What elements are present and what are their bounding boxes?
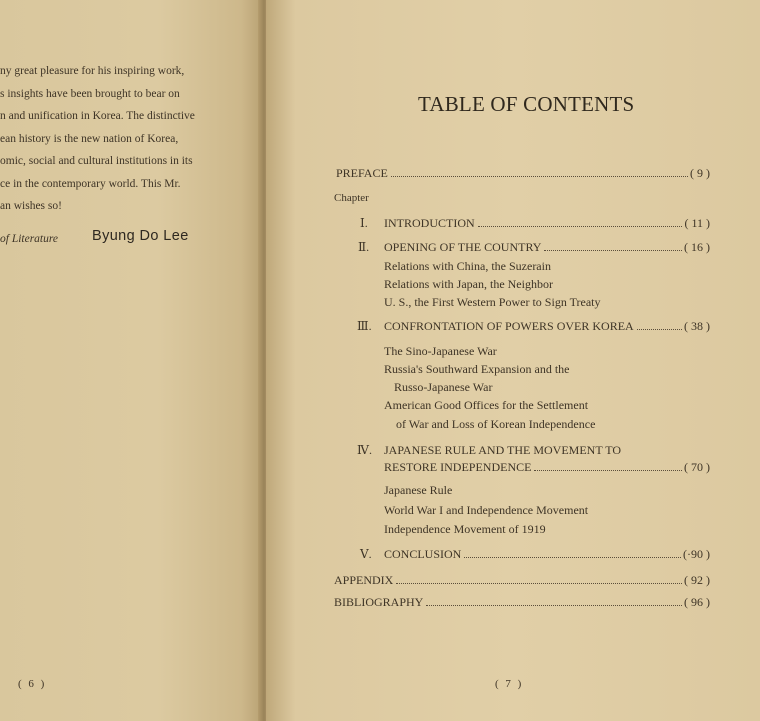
chapter-numeral: Ⅱ. <box>358 240 370 254</box>
chapter-numeral: Ⅲ. <box>357 319 372 333</box>
foreword-line: ce in the contemporary world. This Mr. <box>0 177 181 190</box>
dot-leader <box>464 557 681 558</box>
right-page-number: ( 7 ) <box>495 678 524 690</box>
toc-entry-chapter-4-line1: JAPANESE RULE AND THE MOVEMENT TO <box>384 443 622 457</box>
toc-entry-label: PREFACE <box>336 166 388 180</box>
toc-entry-chapter-4 <box>384 459 710 475</box>
dot-leader <box>478 226 683 227</box>
subsection-item: Independence Movement of 1919 <box>384 522 546 536</box>
toc-entry-label: OPENING OF THE COUNTRY <box>384 240 542 254</box>
foreword-line: n and unification in Korea. The distinctive <box>0 110 195 122</box>
toc-entry-chapter-2 <box>384 239 710 255</box>
toc-entry-label: INTRODUCTION <box>384 216 475 230</box>
subsection-item: The Sino-Japanese War <box>384 344 497 358</box>
chapter-numeral: Ⅳ. <box>357 443 372 457</box>
toc-title: TABLE OF CONTENTS <box>418 92 635 116</box>
subsection-item: American Good Offices for the Settlement <box>384 398 589 412</box>
left-page-number: ( 6 ) <box>18 678 47 690</box>
toc-entry-chapter-3 <box>384 318 710 334</box>
subsection-item: Russia's Southward Expansion and the <box>384 362 570 376</box>
signature-title: of Literature <box>0 233 59 245</box>
toc-entry-page: ( 9 ) <box>690 166 710 180</box>
foreword-line: ean history is the new nation of Korea, <box>0 132 179 145</box>
subsection-item: Russo-Japanese War <box>394 380 493 394</box>
toc-entry-page: ( 96 ) <box>684 595 710 609</box>
dot-leader <box>637 329 682 330</box>
toc-entry-page: ( 16 ) <box>684 240 710 254</box>
subsection-item: Relations with China, the Suzerain <box>384 259 551 273</box>
subsection-item: of War and Loss of Korean Independence <box>396 417 596 431</box>
signature-block <box>0 228 260 252</box>
toc-entry-label: APPENDIX <box>334 573 394 587</box>
dot-leader <box>534 470 682 471</box>
left-page <box>0 0 262 721</box>
toc-entry-page: (·90 ) <box>683 547 710 561</box>
toc-entry-chapter-1 <box>384 215 710 231</box>
chapter-numeral: Ⅴ. <box>360 547 372 561</box>
subsection-item: U. S., the First Western Power to Sign Treaty <box>384 295 601 309</box>
dot-leader <box>396 583 682 584</box>
toc-entry-page: ( 38 ) <box>684 319 710 333</box>
toc-entry-bibliography <box>334 594 710 610</box>
dot-leader <box>391 176 688 177</box>
toc-entry-chapter-5 <box>384 546 710 562</box>
toc-entry-label: BIBLIOGRAPHY <box>334 595 424 609</box>
toc-entry-label: RESTORE INDEPENDENCE <box>384 460 532 474</box>
signature-name: Byung Do Lee <box>92 228 189 244</box>
chapter-numeral: Ⅰ. <box>360 216 368 230</box>
foreword-line: ny great pleasure for his inspiring work, <box>0 65 185 77</box>
subsection-item: Japanese Rule <box>384 483 453 497</box>
toc-entry-appendix <box>334 572 710 588</box>
subsection-item: Relations with Japan, the Neighbor <box>384 277 553 291</box>
subsection-item: World War I and Independence Movement <box>384 503 589 517</box>
toc-entry-page: ( 92 ) <box>684 573 710 587</box>
foreword-line: omic, social and cultural institutions in its <box>0 155 193 167</box>
toc-entry-label: CONFRONTATION OF POWERS OVER KOREA <box>384 319 634 333</box>
foreword-line: an wishes so! <box>0 200 62 212</box>
dot-leader <box>426 605 682 606</box>
dot-leader <box>544 250 682 251</box>
toc-entry-page: ( 11 ) <box>684 216 710 230</box>
toc-entry-page: ( 70 ) <box>684 460 710 474</box>
chapter-label: Chapter <box>334 192 369 204</box>
foreword-line: s insights have been brought to bear on <box>0 87 180 100</box>
toc-entry-preface <box>336 165 710 181</box>
foreword-text <box>0 60 240 218</box>
toc-entry-label: CONCLUSION <box>384 547 462 561</box>
